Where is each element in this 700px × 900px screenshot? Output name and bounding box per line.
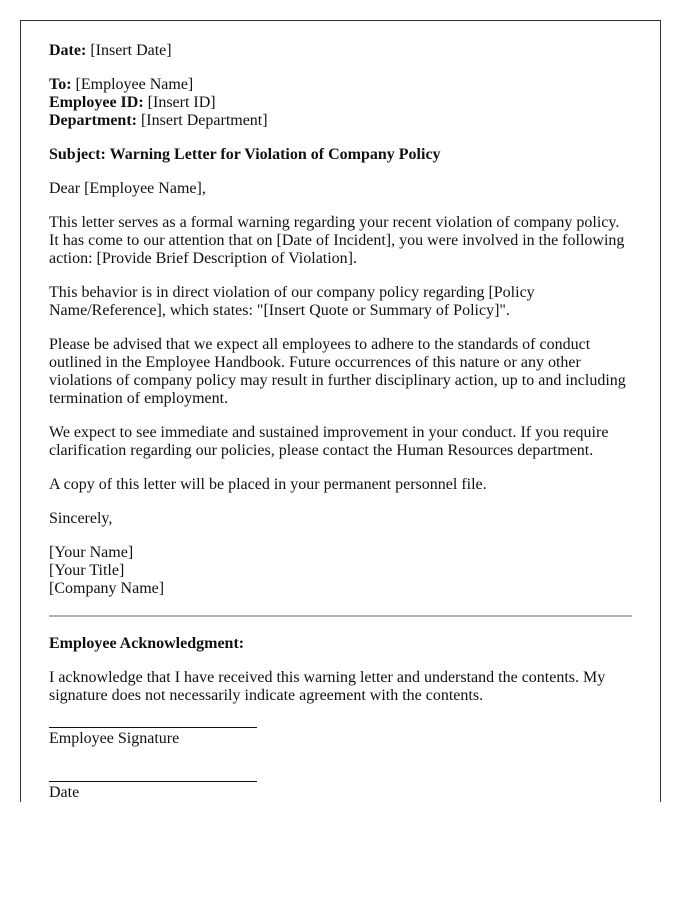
employee-id-line	[49, 94, 632, 112]
date-signature-block	[49, 781, 632, 802]
employee-signature-label: Employee Signature	[49, 730, 180, 747]
acknowledgment-heading-text: Employee Acknowledgment:	[49, 635, 245, 652]
sender-block	[49, 544, 632, 598]
department-label: Department:	[49, 112, 137, 129]
recipient-block	[49, 76, 632, 130]
company-name: [Company Name]	[49, 580, 165, 597]
body-paragraph-2: This behavior is in direct violation of our company policy regarding [Policy Name/Reference], which states: "[Insert Quote or Summary of Policy]".	[49, 284, 535, 319]
body-paragraph-1: This letter serves as a formal warning regarding your recent violation of company policy. It has come to our attention that on [Date of Incident], you were involved in the following action: [Provide Brief Description of Violation].	[49, 214, 625, 267]
employee-signature-block	[49, 727, 632, 748]
employee-id-label: Employee ID:	[49, 94, 144, 111]
subject-text: Subject: Warning Letter for Violation of Company Policy	[49, 146, 441, 163]
to-value: [Employee Name]	[71, 76, 194, 93]
acknowledgment-text: I acknowledge that I have received this warning letter and understand the contents. My signature does not necessarily indicate agreement with the contents.	[49, 669, 606, 704]
body-paragraph-3: Please be advised that we expect all employees to adhere to the standards of conduct outlined in the Employee Handbook. Future occurrences of this nature or any other violations of company policy may result in further disciplinary action, up to and including termination of employment.	[49, 336, 626, 407]
to-label: To:	[49, 76, 72, 93]
subject-line	[49, 146, 632, 164]
date-value: [Insert Date]	[86, 42, 172, 59]
date-signature-line[interactable]	[49, 781, 257, 782]
department-value: [Insert Department]	[136, 112, 268, 129]
date-label: Date:	[49, 42, 87, 59]
sender-name: [Your Name]	[49, 544, 134, 561]
body-paragraph-5: A copy of this letter will be placed in your permanent personnel file.	[49, 476, 487, 493]
acknowledgment-heading	[49, 635, 632, 653]
section-divider	[49, 615, 632, 617]
valediction: Sincerely,	[49, 510, 113, 527]
warning-letter	[20, 20, 661, 802]
salutation: Dear [Employee Name],	[49, 180, 206, 197]
employee-id-value: [Insert ID]	[143, 94, 216, 111]
department-line	[49, 112, 632, 130]
sender-title: [Your Title]	[49, 562, 125, 579]
body-paragraph-4: We expect to see immediate and sustained improvement in your conduct. If you require clarification regarding our policies, please contact the Human Resources department.	[49, 424, 609, 459]
date-line	[49, 42, 632, 60]
to-line	[49, 76, 632, 94]
employee-signature-line[interactable]	[49, 727, 257, 728]
date-signature-label: Date	[49, 784, 80, 801]
